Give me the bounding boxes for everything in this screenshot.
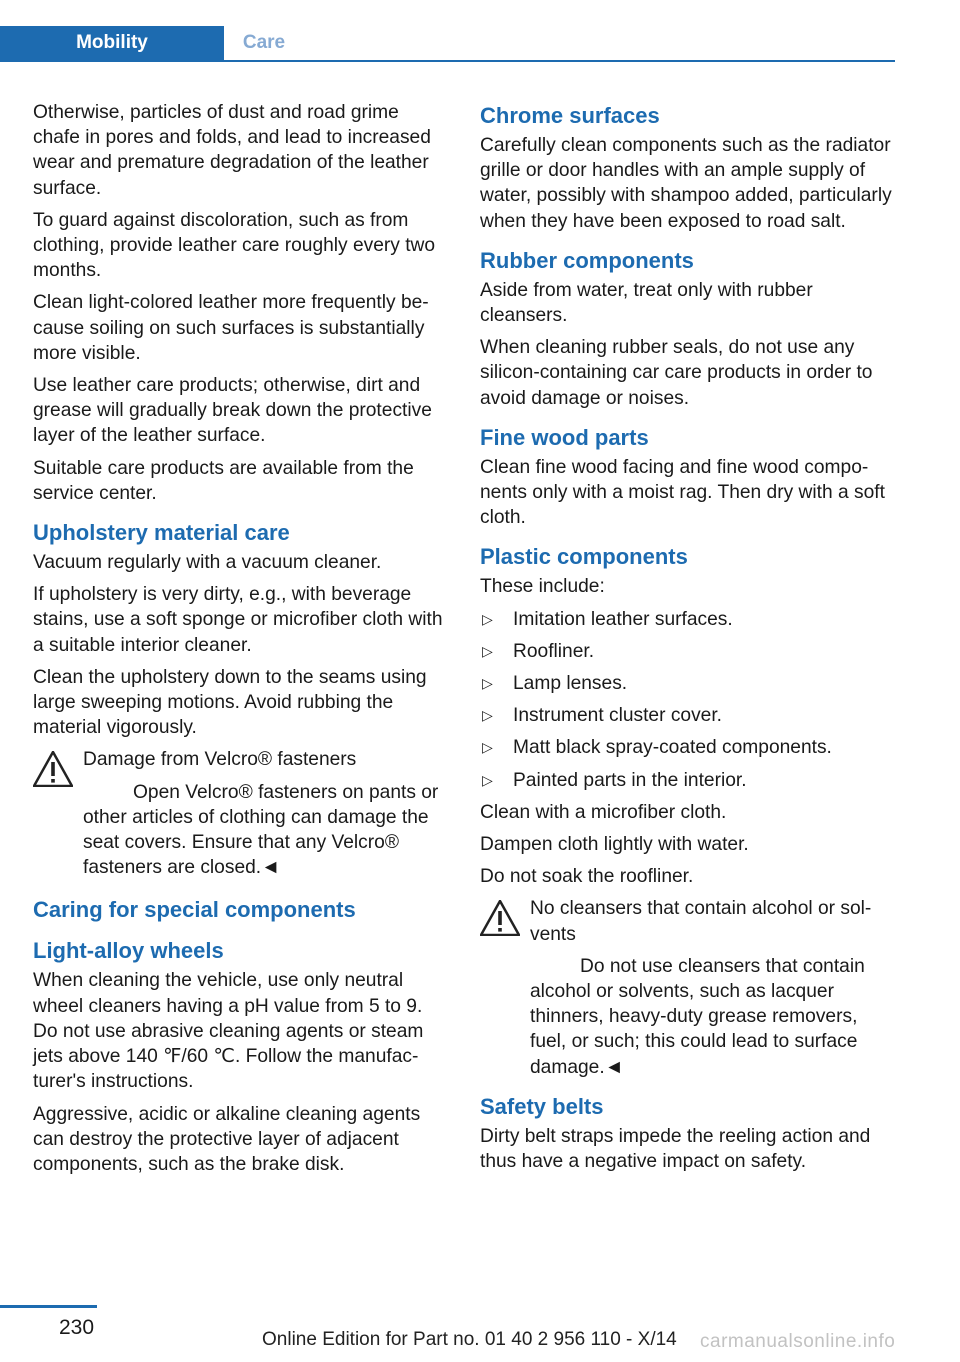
upholstery-paragraph-3: Clean the upholstery down to the seams using large sweeping motions. Avoid rubbing the material vigorously. [33, 666, 427, 739]
cleanser-warning [480, 896, 898, 1079]
page-number: 230 [59, 1316, 95, 1339]
plastic-paragraph-3: Do not soak the roofliner. [480, 866, 694, 888]
list-item: ▷ Lamp lenses. [480, 671, 898, 696]
leather-paragraph-3: Clean light-colored leather more frequently because soiling on such surfaces is substantially more visible. [33, 292, 429, 364]
upholstery-heading: Upholstery material care [33, 520, 290, 546]
right-column [480, 100, 898, 1181]
triangle-bullet-icon: ▷ [482, 707, 493, 724]
leather-paragraph-4: Use leather care products; otherwise, dirt and grease will gradually break down the protective layer of the leather surface. [33, 375, 432, 447]
tab-mobility[interactable]: Mobility [0, 26, 224, 60]
list-item: ▷ Painted parts in the interior. [480, 768, 898, 793]
wood-heading: Fine wood parts [480, 424, 649, 450]
wheels-heading: Light-alloy wheels [33, 938, 224, 964]
leather-paragraph-5: Suitable care products are available from the service center. [33, 457, 414, 504]
special-components-heading: Caring for special components [33, 897, 356, 923]
wheels-paragraph-1: When cleaning the vehicle, use only neutral wheel cleaners having a pH value from 5 to 9. Do not use abrasive cleaning agents or steam jets above 140 ℉/60 ℃. Follow the manufacturer's instructions. [33, 970, 424, 1093]
footer-rule [0, 1305, 97, 1308]
velcro-warning-title: Damage from Velcro® fasteners [83, 749, 357, 771]
list-item: ▷ Imitation leather surfaces. [480, 607, 898, 632]
rubber-heading: Rubber components [480, 247, 694, 273]
chrome-paragraph-1: Carefully clean components such as the radiator grille or door handles with an ample supply of water, possibly with shampoo added, particularly when they have been exposed to road salt. [480, 135, 892, 232]
left-column [33, 100, 451, 1184]
tab-care[interactable]: Care [242, 32, 286, 53]
cleanser-warning-text: Do not use cleansers that contain alcohol or solvents, such as lacquer thinners, heavy-duty grease removers, fuel, or such; this could lead to surface damage.◄ [530, 955, 865, 1078]
watermark-text: carmanualsonline.info [700, 1331, 896, 1352]
triangle-bullet-icon: ▷ [482, 739, 493, 756]
tab-underline [0, 60, 895, 62]
upholstery-paragraph-1: Vacuum regularly with a vacuum cleaner. [33, 552, 382, 574]
list-item: ▷ Instrument cluster cover. [480, 703, 898, 728]
triangle-bullet-icon: ▷ [482, 642, 493, 659]
triangle-bullet-icon: ▷ [482, 771, 493, 788]
plastic-list [480, 607, 898, 793]
triangle-bullet-icon: ▷ [482, 610, 493, 627]
plastic-heading: Plastic components [480, 544, 688, 570]
belts-paragraph-1: Dirty belt straps impede the reeling action and thus have a negative impact on safety. [480, 1125, 871, 1173]
rubber-paragraph-1: Aside from water, treat only with rubber cleansers. [480, 279, 813, 327]
triangle-bullet-icon: ▷ [482, 675, 493, 692]
chapter-tabs [0, 0, 895, 62]
belts-heading: Safety belts [480, 1093, 604, 1119]
leather-paragraph-2: To guard against discoloration, such as from clothing, provide leather care roughly every two months. [33, 209, 436, 282]
plastic-intro: These include: [480, 576, 605, 598]
upholstery-paragraph-2: If upholstery is very dirty, e.g., with beverage stains, use a soft sponge or microfiber cloth with a suitable interior cleaner. [33, 584, 443, 656]
cleanser-warning-title: No cleansers that contain alcohol or solvents [530, 898, 872, 945]
velcro-warning [33, 747, 451, 880]
plastic-paragraph-2: Dampen cloth lightly with water. [480, 834, 749, 856]
warning-triangle-icon [33, 751, 73, 787]
warning-triangle-icon [480, 900, 520, 936]
leather-paragraph-1: Otherwise, particles of dust and road grime chafe in pores and folds, and lead to increased wear and premature degradation of the leather surface. [33, 102, 431, 199]
velcro-warning-text: Open Velcro® fasteners on pants or other articles of clothing can damage the seat covers. Ensure that any Velcro® fasteners are closed.◄ [83, 781, 439, 879]
wheels-paragraph-2: Aggressive, acidic or alkaline cleaning agents can destroy the protective layer of adjacent components, such as the brake disk. [33, 1103, 421, 1175]
rubber-paragraph-2: When cleaning rubber seals, do not use any silicon-containing car care products in order to avoid damage or noises. [480, 337, 873, 409]
list-item: ▷ Matt black spray-coated components. [480, 735, 898, 760]
chrome-heading: Chrome surfaces [480, 103, 660, 128]
plastic-paragraph-1: Clean with a microfiber cloth. [480, 801, 727, 823]
edition-text: Online Edition for Part no. 01 40 2 956 110 - X/14 [262, 1329, 677, 1350]
list-item: ▷ Roofliner. [480, 639, 898, 664]
wood-paragraph-1: Clean fine wood facing and fine wood components only with a moist rag. Then dry with a soft cloth. [480, 456, 885, 529]
